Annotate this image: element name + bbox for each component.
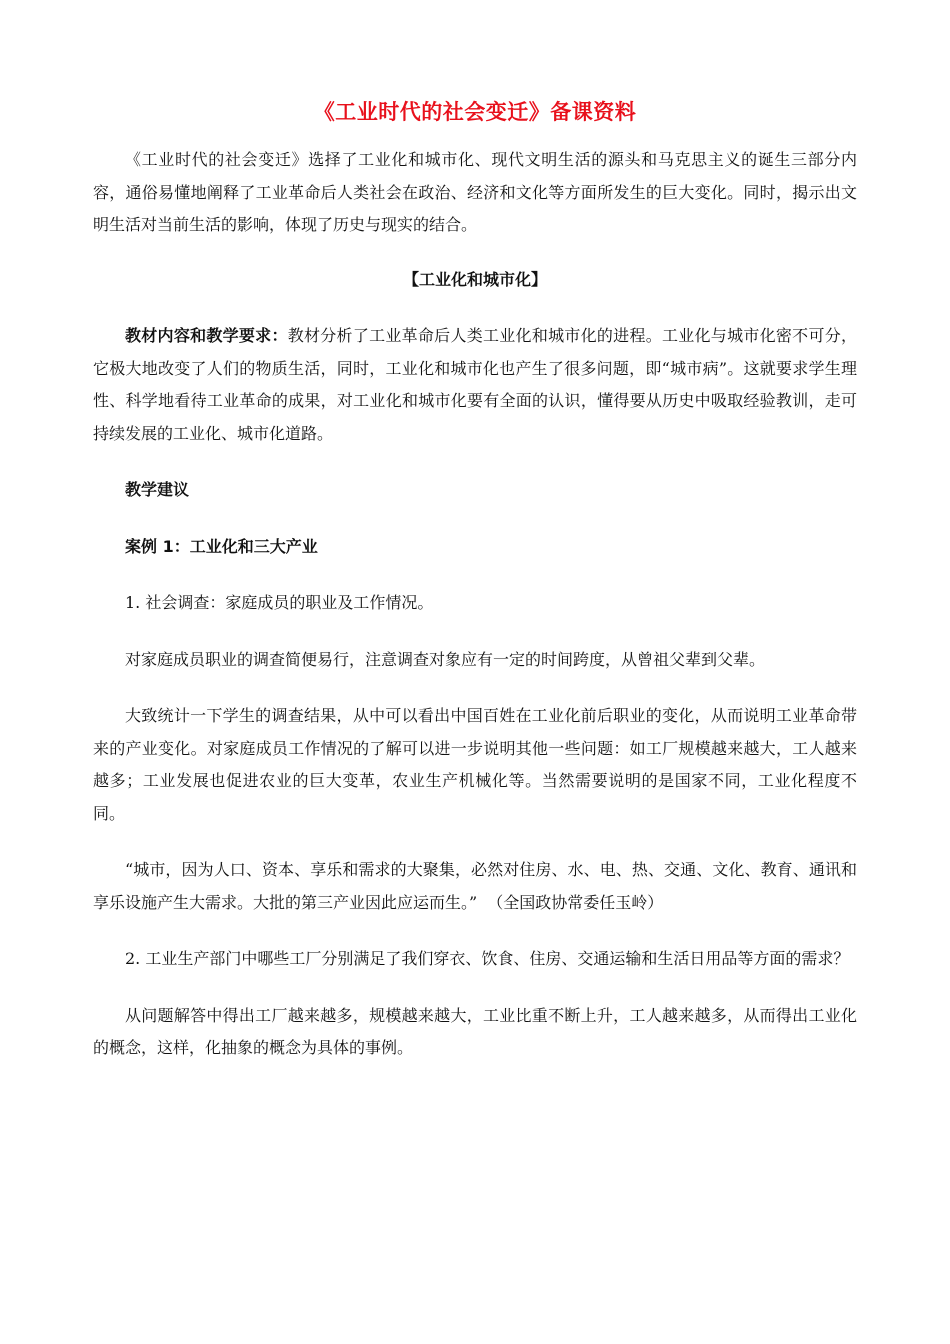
item-1-stats: 大致统计一下学生的调查结果，从中可以看出中国百姓在工业化前后职业的变化，从而说明工业革命带来的产业变化。对家庭成员工作情况的了解可以进一步说明其他一些问题：如工厂规模越来越大，工人越来越多；工业发展也促进农业的巨大变革，农业生产机械化等。当然需要说明的是国家不同，工业化程度不同。: [93, 706, 857, 823]
materials-lead: 教材内容和教学要求：: [125, 326, 288, 345]
quote-text: “城市，因为人口、资本、享乐和需求的大聚集，必然对住房、水、电、热、交通、文化、教育、通讯和享乐设施产生大需求。大批的第三产业因此应运而生。”: [93, 860, 857, 912]
case-1-heading: 案例 1：工业化和三大产业: [125, 536, 318, 556]
intro-paragraph: 《工业时代的社会变迁》选择了工业化和城市化、现代文明生活的源头和马克思主义的诞生三部分内容，通俗易懂地阐释了工业革命后人类社会在政治、经济和文化等方面所发生的巨大变化。同时，揭示出文明生活对当前生活的影响，体现了历史与现实的结合。: [93, 150, 857, 234]
teaching-suggestions-heading: 教学建议: [125, 480, 190, 499]
materials-text: 教材分析了工业革命后人类工业化和城市化的进程。工业化与城市化密不可分，它极大地改变了人们的物质生活，同时，工业化和城市化也产生了很多问题，即“城市病”。这就要求学生理性、科学地看待工业革命的成果，对工业化和城市化要有全面的认识，懂得要从历史中吸取经验教训，走可持续发展的工业化、城市化道路。: [93, 326, 857, 443]
materials-paragraph: [93, 320, 857, 450]
item-2-note: 从问题解答中得出工厂越来越多，规模越来越大，工业比重不断上升，工人越来越多，从而得出工业化的概念，这样，化抽象的概念为具体的事例。: [93, 1005, 857, 1057]
document-title: 《工业时代的社会变迁》备课资料: [313, 100, 637, 124]
document-page: [93, 96, 857, 1065]
item-1: 1. 社会调查：家庭成员的职业及工作情况。: [125, 593, 434, 612]
item-2: 2. 工业生产部门中哪些工厂分别满足了我们穿衣、饮食、住房、交通运输和生活日用品等方面的需求？: [125, 949, 850, 968]
quote-paragraph: [93, 854, 857, 919]
item-1-note: 对家庭成员职业的调查简便易行，注意调查对象应有一定的时间跨度，从曾祖父辈到父辈。: [125, 649, 766, 669]
quote-source: （全国政协常委任玉岭）: [495, 892, 664, 912]
section-heading: 【工业化和城市化】: [402, 269, 547, 289]
